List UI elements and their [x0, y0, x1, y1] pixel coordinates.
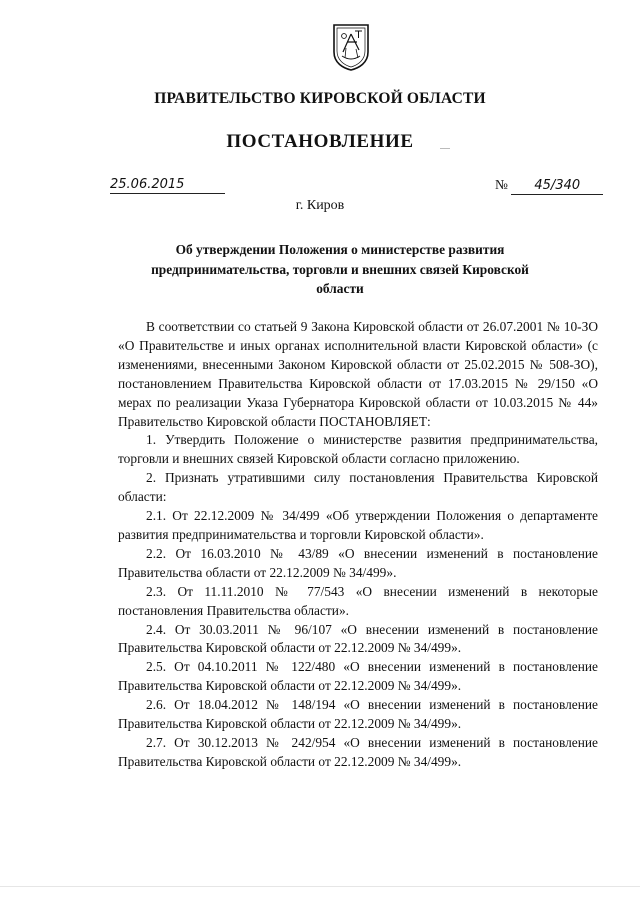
scan-mark [440, 148, 450, 149]
page-edge [0, 886, 640, 887]
document-number [495, 176, 603, 195]
document-body [118, 318, 598, 772]
city: г. Киров [295, 198, 345, 213]
number-label: № [495, 177, 508, 192]
number-value: 45/340 [511, 177, 603, 195]
clause-1: 1. Утвердить Положение о министерстве развития предпринимательства, торговли и внешних связей Кировской области согласно приложению. [118, 432, 598, 467]
document-type: ПОСТАНОВЛЕНИЕ [226, 131, 414, 152]
clause-2-2: 2.2. От 16.03.2010 № 43/89 «О внесении изменений в постановление Правительства области от 22.12.2009 № 34/499». [118, 545, 598, 580]
preamble-paragraph: В соответствии со статьей 9 Закона Кировской области от 26.07.2001 № 10-ЗО «О Правительстве и иных органах исполнительной власти Кировской области» (с изменениями, внесенными Законом Кировской области от 25.02.2015 № 508-ЗО), постановлением Правительства Кировской области от 17.03.2015 № 29/150 «О мерах по реализации Указа Губернатора Кировской области от 10.03.2015 № 44» Правительство Кировской области ПОСТАНОВЛЯЕТ: [118, 319, 598, 429]
clause-2: 2. Признать утратившими силу постановления Правительства Кировской области: [118, 470, 598, 505]
clause-2-5: 2.5. От 04.10.2011 № 122/480 «О внесении изменений в постановление Правительства Кировской области от 22.12.2009 № 34/499». [118, 659, 598, 694]
coat-of-arms-icon [331, 22, 371, 72]
clause-2-4: 2.4. От 30.03.2011 № 96/107 «О внесении изменений в постановление Правительства Кировской области от 22.12.2009 № 34/499». [118, 621, 598, 656]
clause-2-3: 2.3. От 11.11.2010 № 77/543 «О внесении изменений в некоторые постановления Правительства области». [118, 583, 598, 618]
clause-2-7: 2.7. От 30.12.2013 № 242/954 «О внесении изменений в постановление Правительства Кировской области от 22.12.2009 № 34/499». [118, 734, 598, 769]
clause-2-6: 2.6. От 18.04.2012 № 148/194 «О внесении изменений в постановление Правительства Кировской области от 22.12.2009 № 34/499». [118, 697, 598, 732]
authority-name: ПРАВИТЕЛЬСТВО КИРОВСКОЙ ОБЛАСТИ [154, 90, 486, 107]
document-title: Об утверждении Положения о министерстве развития предпринимательства, торговли и внешних связей Кировской области [151, 242, 529, 296]
clause-2-1: 2.1. От 22.12.2009 № 34/499 «Об утверждении Положения о департаменте развития предпринимательства и торговли Кировской области». [118, 508, 598, 542]
document-date: 25.06.2015 [110, 176, 225, 194]
